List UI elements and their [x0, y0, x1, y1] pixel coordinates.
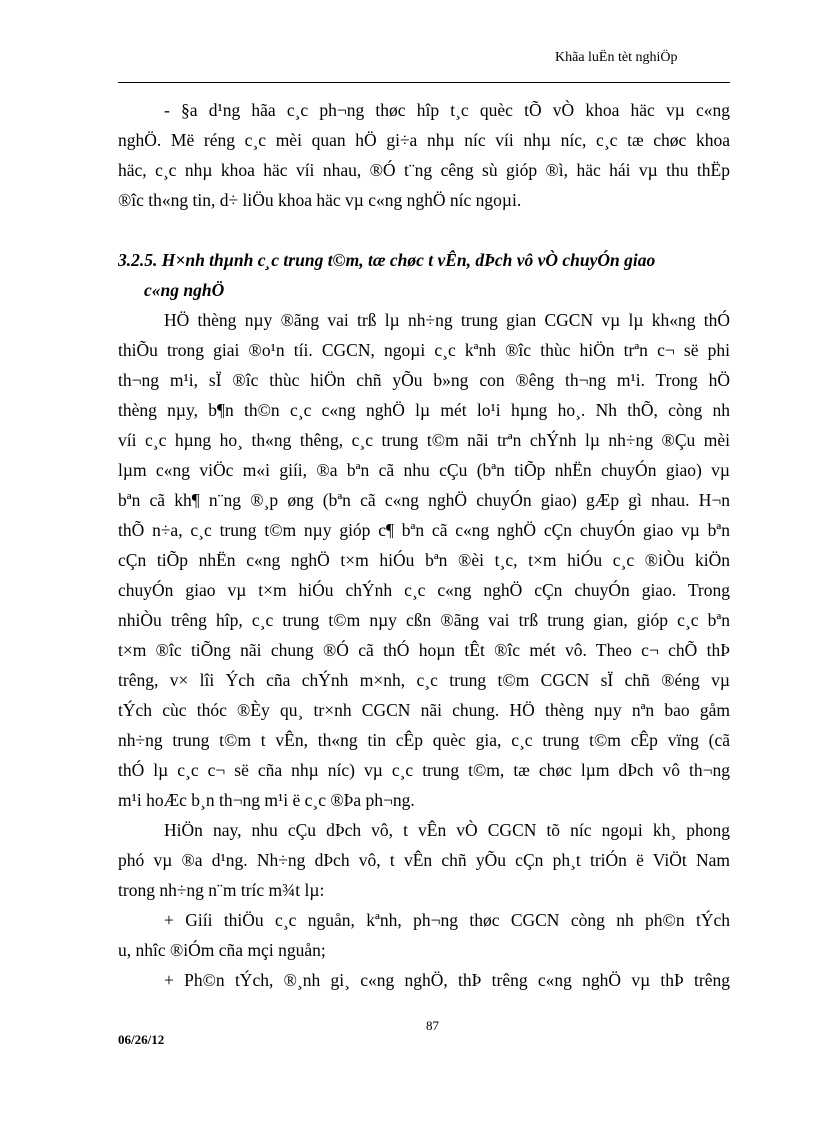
paragraph-line: chuyÓn giao vµ t×m hiÓu chÝnh c¸c c«ng nghÖ cÇn chuyÓn giao. Trong: [118, 580, 730, 600]
paragraph-line: - §a d¹ng hãa c¸c ph¬ng thøc hîp t¸c quèc tÕ vÒ khoa häc vµ c«ng: [164, 100, 730, 120]
paragraph-line: bªn cã kh¶ n¨ng ®¸p øng (bªn cã c«ng nghÖ chuyÓn giao) gÆp gì nhau. H¬n: [118, 490, 730, 510]
paragraph-line: häc, c¸c nhµ khoa häc víi nhau, ®Ó t¨ng cêng sù gióp ®ì, häc hái vµ thu thËp: [118, 160, 730, 180]
paragraph-line: ®îc th«ng tin, d÷ liÖu khoa häc vµ c«ng nghÖ níc ngoµi.: [118, 190, 522, 210]
section-heading-continued: c«ng nghÖ: [144, 280, 225, 300]
paragraph-line: nh÷ng trung t©m t vÊn, th«ng tin cÊp quèc gia, c¸c trung t©m cÊp vïng (cã: [118, 730, 730, 750]
paragraph-line: m¹i hoÆc b¸n th¬ng m¹i ë c¸c ®Þa ph¬ng.: [118, 790, 415, 810]
paragraph-line: thÕ n÷a, c¸c trung t©m nµy gióp c¶ bªn cã c«ng nghÖ cÇn chuyÓn giao vµ bªn: [118, 520, 730, 540]
paragraph-line: phó vµ ®a d¹ng. Nh÷ng dÞch vô, t vÊn chñ yÕu cÇn ph¸t triÓn ë ViÖt Nam: [118, 850, 730, 870]
paragraph-line: nhiÒu trêng hîp, c¸c trung t©m nµy cßn ®ãng vai trß trung gian, gióp c¸c bªn: [118, 610, 730, 630]
running-header-title: Khãa luËn tèt nghiÖp: [555, 50, 678, 65]
bullet-line: + Giíi thiÖu c¸c nguån, kªnh, ph¬ng thøc CGCN còng nh ph©n tÝch: [164, 910, 730, 930]
paragraph-line: trong nh÷ng n¨m tríc m¾t lµ:: [118, 880, 325, 900]
section-heading: 3.2.5. H×nh thµnh c¸c trung t©m, tæ chøc t vÊn, dÞch vô vÒ chuyÓn giao: [118, 250, 656, 270]
paragraph-line: lµm c«ng viÖc m«i giíi, ®a bªn cã nhu cÇu (bªn tiÕp nhËn chuyÓn giao) vµ: [118, 460, 730, 480]
bullet-line: u, nhîc ®iÓm cña mçi nguån;: [118, 940, 326, 960]
paragraph-line: thÓ lµ c¸c c¬ së cña nhµ níc) vµ c¸c trung t©m, tæ chøc lµm dÞch vô th¬ng: [118, 760, 730, 780]
paragraph-line: cÇn tiÕp nhËn c«ng nghÖ t×m hiÓu bªn ®èi t¸c, t×m hiÓu c¸c ®iÒu kiÖn: [118, 550, 730, 570]
paragraph-line: víi c¸c hµng ho¸ th«ng thêng, c¸c trung t©m nãi trªn chÝnh lµ nh÷ng ®Çu mèi: [118, 430, 730, 450]
paragraph-line: t×m ®îc tiÕng nãi chung ®Ó cã thÓ hoµn tÊt ®îc mét vô. Theo c¬ chÕ thÞ: [118, 640, 730, 660]
paragraph-line: trêng, v× lîi Ých cña chÝnh m×nh, c¸c trung t©m CGCN sÏ chñ ®éng vµ: [118, 670, 730, 690]
paragraph-line: HÖ thèng nµy ®ãng vai trß lµ nh÷ng trung gian CGCN vµ lµ kh«ng thÓ: [164, 310, 730, 330]
paragraph-line: tÝch cùc thóc ®Èy qu¸ tr×nh CGCN nãi chung. HÖ thèng nµy nªn bao gåm: [118, 700, 730, 720]
bullet-line: + Ph©n tÝch, ®¸nh gi¸ c«ng nghÖ, thÞ trêng c«ng nghÖ vµ thÞ trêng: [164, 970, 730, 990]
paragraph-line: thiÕu trong giai ®o¹n tíi. CGCN, ngoµi c¸c kªnh ®îc thùc hiÖn trªn c¬ së phi: [118, 340, 730, 360]
footer-date: 06/26/12: [118, 1032, 165, 1047]
paragraph-line: HiÖn nay, nhu cÇu dÞch vô, t vÊn vÒ CGCN tõ níc ngoµi kh¸ phong: [164, 820, 730, 840]
paragraph-line: nghÖ. Më réng c¸c mèi quan hÖ gi÷a nhµ níc víi nhµ níc, c¸c tæ chøc khoa: [118, 130, 730, 150]
paragraph-line: th¬ng m¹i, sÏ ®îc thùc hiÖn chñ yÕu b»ng con ®êng th¬ng m¹i. Trong hÖ: [118, 370, 730, 390]
page-number: 87: [426, 1018, 439, 1033]
header-divider: [118, 82, 730, 83]
paragraph-line: thèng nµy, b¶n th©n c¸c c«ng nghÖ lµ mét lo¹i hµng ho¸. Nh thÕ, còng nh: [118, 400, 730, 420]
